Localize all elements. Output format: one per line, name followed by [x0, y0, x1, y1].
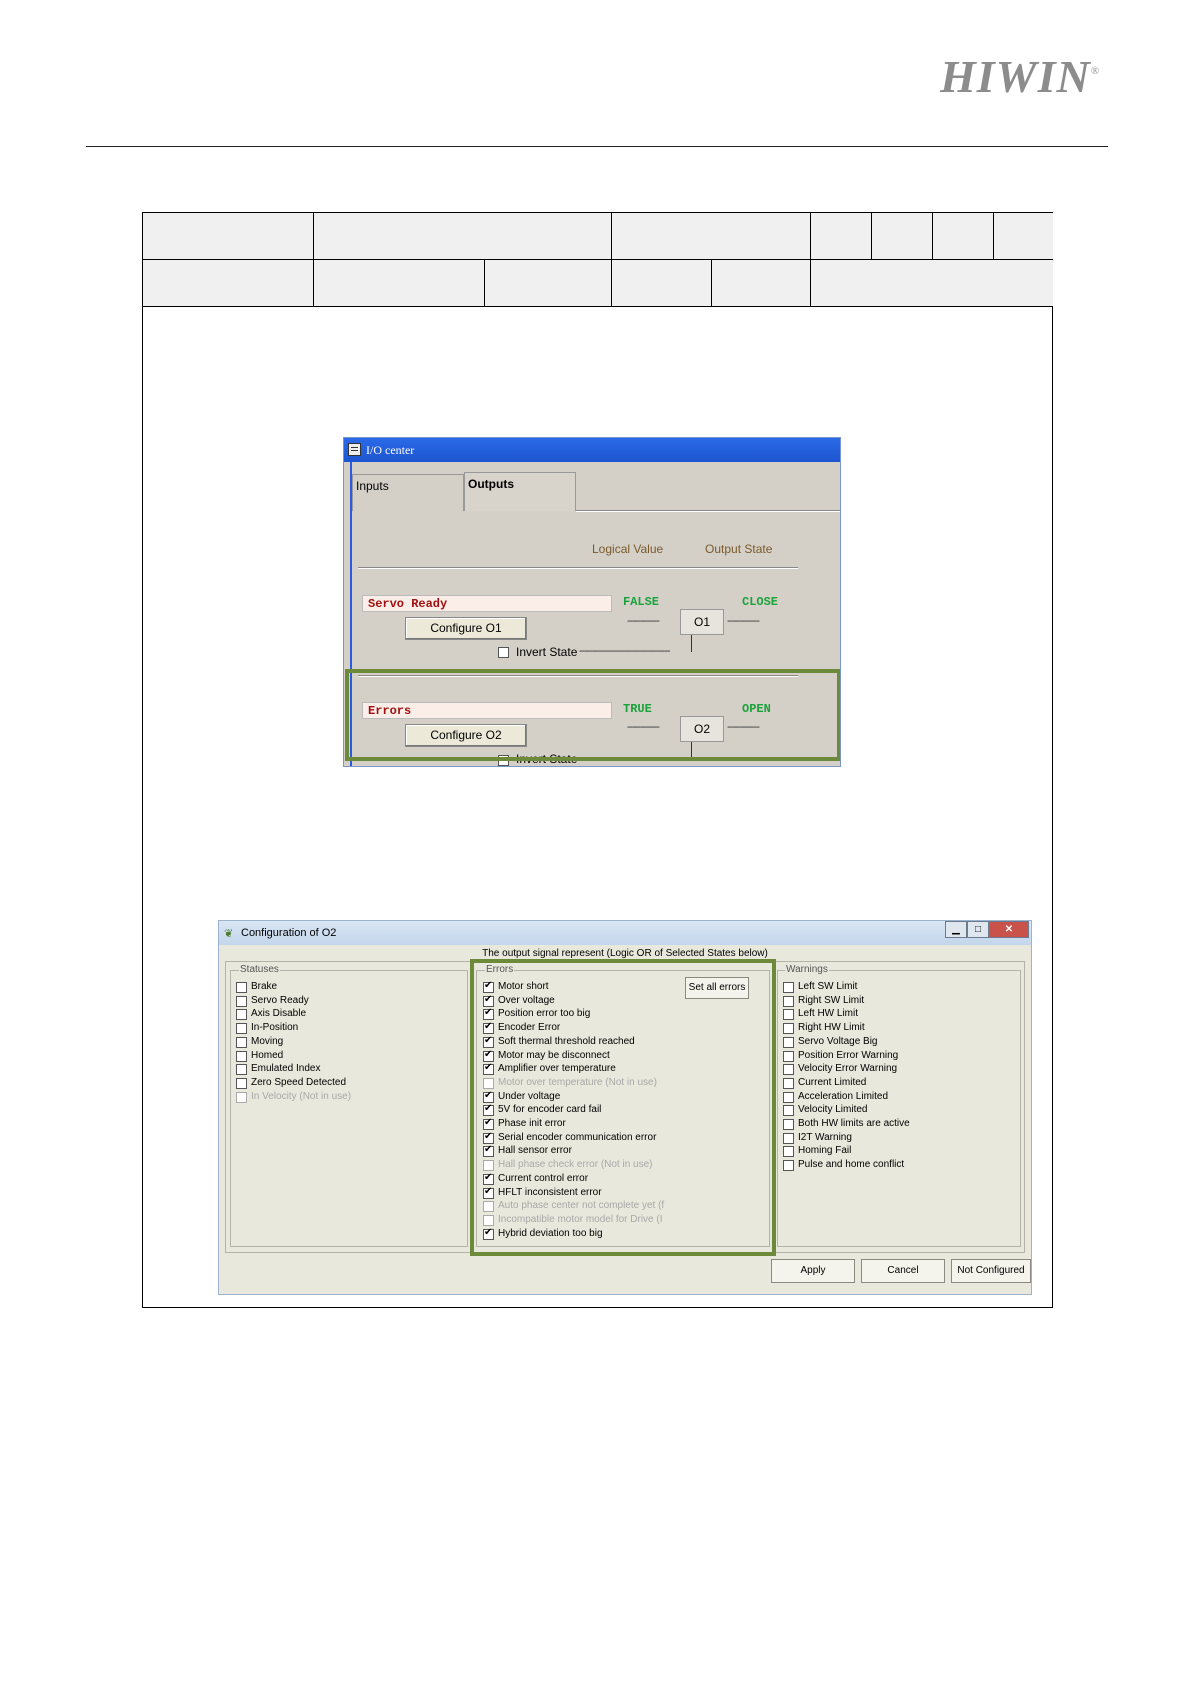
not-configured-button[interactable]: Not Configured — [951, 1259, 1031, 1283]
statuses-checkbox[interactable] — [236, 982, 247, 993]
table-cell — [314, 260, 485, 307]
warnings-label: Velocity Error Warning — [798, 1063, 898, 1075]
statuses-checkbox[interactable] — [236, 1051, 247, 1062]
warnings-label: Left HW Limit — [798, 1008, 859, 1020]
output2-signal-field: Errors — [362, 702, 612, 719]
table-cell — [811, 213, 872, 260]
warnings-checkbox[interactable] — [783, 1105, 794, 1116]
logical-value-header: Logical Value — [592, 542, 664, 556]
warnings-label: Both HW limits are active — [798, 1118, 910, 1129]
apply-button[interactable]: Apply — [771, 1259, 855, 1283]
output1-logical-value: FALSE — [623, 595, 660, 609]
close-button[interactable]: ✕ — [989, 921, 1029, 938]
warnings-label: Right HW Limit — [798, 1022, 865, 1034]
warnings-label: Current Limited — [798, 1076, 867, 1088]
warnings-checkbox[interactable] — [783, 1037, 794, 1048]
table-cell — [314, 213, 612, 260]
warnings-label: Servo Voltage Big — [798, 1035, 878, 1047]
statuses-checkbox — [236, 1092, 247, 1103]
io-center-titlebar — [344, 438, 840, 462]
tab-inputs[interactable]: Inputs — [352, 474, 464, 511]
maximize-button[interactable]: □ — [967, 921, 989, 938]
config-o2-title: Configuration of O2 — [241, 927, 337, 939]
errors-label: Phase init error — [498, 1118, 566, 1129]
invert-state-o1-label: Invert State — [516, 645, 578, 659]
logo-text: HIWIN — [940, 51, 1091, 102]
statuses-label: Brake — [251, 981, 278, 992]
statuses-checkbox[interactable] — [236, 1064, 247, 1075]
table-cell — [933, 213, 994, 260]
minimize-button[interactable]: ▁ — [945, 921, 967, 938]
warnings-label: Left SW Limit — [798, 981, 858, 992]
statuses-label: Servo Ready — [251, 994, 309, 1006]
statuses-label: Zero Speed Detected — [251, 1076, 347, 1088]
errors-label: Soft thermal threshold reached — [498, 1035, 635, 1047]
cancel-button[interactable]: Cancel — [861, 1259, 945, 1283]
io-center-title: I/O center — [366, 443, 415, 457]
tab-outputs[interactable]: Outputs — [464, 472, 576, 511]
warnings-checkbox[interactable] — [783, 1160, 794, 1171]
config-o2-titlebar — [219, 921, 1031, 945]
window-app-icon — [348, 443, 361, 456]
statuses-checkbox[interactable] — [236, 1078, 247, 1089]
io-center-window — [343, 437, 841, 767]
connector-line: ------------ — [627, 615, 659, 627]
warnings-checkbox[interactable] — [783, 1092, 794, 1103]
connector-line: ---------------------------------- — [579, 752, 670, 764]
output-o1-box: O1 — [680, 609, 724, 635]
highlight-frame — [470, 959, 776, 1256]
table-cell — [811, 260, 1053, 307]
warnings-checkbox[interactable] — [783, 1023, 794, 1034]
errors-label: Encoder Error — [498, 1022, 561, 1034]
errors-label: Hall phase check error (Not in use) — [498, 1159, 653, 1171]
errors-label: Current control error — [498, 1172, 589, 1184]
statuses-checkbox[interactable] — [236, 1023, 247, 1034]
table-cell — [612, 260, 712, 307]
errors-label: Hall sensor error — [498, 1145, 572, 1157]
warnings-label: Acceleration Limited — [798, 1090, 889, 1102]
warnings-checkbox[interactable] — [783, 982, 794, 993]
errors-label: Auto phase center not complete yet (f — [498, 1200, 665, 1212]
errors-label: Hybrid deviation too big — [498, 1227, 603, 1239]
connector-line: ------------ — [727, 721, 759, 733]
statuses-label: Emulated Index — [251, 1063, 321, 1075]
output-o2-box: O2 — [680, 716, 724, 742]
app-icon: ❦ — [224, 928, 234, 940]
connector-line — [691, 635, 692, 652]
table-cell — [612, 213, 811, 260]
errors-label: Serial encoder communication error — [498, 1131, 657, 1143]
errors-legend: Errors — [486, 964, 514, 975]
configure-o1-button[interactable]: Configure O1 — [405, 617, 527, 640]
separator — [358, 567, 798, 569]
warnings-label: Homing Fail — [798, 1145, 852, 1157]
table-cell — [712, 260, 811, 307]
statuses-label: In Velocity (Not in use) — [251, 1090, 352, 1102]
warnings-label: Right SW Limit — [798, 994, 865, 1006]
warnings-checkbox[interactable] — [783, 1009, 794, 1020]
connector-line: ------------ — [627, 721, 659, 733]
errors-label: Over voltage — [498, 994, 555, 1006]
warnings-label: Velocity Limited — [798, 1104, 868, 1116]
warnings-legend: Warnings — [786, 964, 828, 975]
output1-signal-field: Servo Ready — [362, 595, 612, 612]
statuses-legend: Statuses — [240, 964, 279, 975]
hiwin-logo — [940, 50, 1120, 100]
errors-label: Amplifier over temperature — [498, 1063, 616, 1075]
statuses-checkbox[interactable] — [236, 1009, 247, 1020]
config-description: The output signal represent (Logic OR of Selected States below) — [482, 948, 768, 959]
table-cell — [872, 213, 933, 260]
warnings-checkbox[interactable] — [783, 1051, 794, 1062]
invert-state-o2-label: Invert State — [516, 752, 578, 766]
output1-output-state: CLOSE — [742, 595, 779, 609]
statuses-label: Moving — [251, 1035, 284, 1047]
table-cell — [143, 260, 314, 307]
configure-o2-button[interactable]: Configure O2 — [405, 724, 527, 747]
warnings-checkbox[interactable] — [783, 996, 794, 1007]
table-cell — [143, 213, 314, 260]
set-all-errors-button[interactable]: Set all errors — [685, 977, 749, 999]
errors-label: 5V for encoder card fail — [498, 1104, 602, 1116]
connector-line: ------------ — [727, 615, 759, 627]
statuses-checkbox[interactable] — [236, 1037, 247, 1048]
tab-strip-line — [576, 510, 840, 512]
warnings-label: I2T Warning — [798, 1131, 852, 1143]
output2-output-state: OPEN — [742, 702, 771, 716]
statuses-label: Homed — [251, 1049, 284, 1061]
warnings-checkbox[interactable] — [783, 1078, 794, 1089]
errors-label: Motor short — [498, 981, 549, 992]
errors-label: Incompatible motor model for Drive (I — [498, 1213, 663, 1225]
table-cell — [485, 260, 612, 307]
statuses-label: In-Position — [251, 1022, 299, 1034]
registered-mark: ® — [1090, 64, 1101, 77]
invert-state-o1-checkbox[interactable] — [498, 647, 509, 658]
errors-label: HFLT inconsistent error — [498, 1186, 602, 1198]
statuses-checkbox[interactable] — [236, 996, 247, 1007]
output2-logical-value: TRUE — [623, 702, 652, 716]
output-state-header: Output State — [705, 542, 773, 556]
warnings-checkbox[interactable] — [783, 1133, 794, 1144]
warnings-label: Pulse and home conflict — [798, 1159, 905, 1171]
highlight-frame — [345, 669, 841, 761]
statuses-label: Axis Disable — [251, 1008, 307, 1020]
warnings-checkbox[interactable] — [783, 1146, 794, 1157]
warnings-checkbox[interactable] — [783, 1064, 794, 1075]
warnings-label: Position Error Warning — [798, 1049, 899, 1061]
errors-label: Motor over temperature (Not in use) — [498, 1076, 657, 1088]
errors-label: Position error too big — [498, 1008, 591, 1020]
errors-label: Under voltage — [498, 1090, 561, 1102]
config-o2-window — [218, 920, 1032, 1295]
connector-line: ---------------------------------- — [579, 645, 670, 657]
header-rule — [86, 146, 1108, 147]
warnings-checkbox[interactable] — [783, 1119, 794, 1130]
errors-label: Motor may be disconnect — [498, 1049, 610, 1061]
table-cell — [994, 213, 1053, 260]
